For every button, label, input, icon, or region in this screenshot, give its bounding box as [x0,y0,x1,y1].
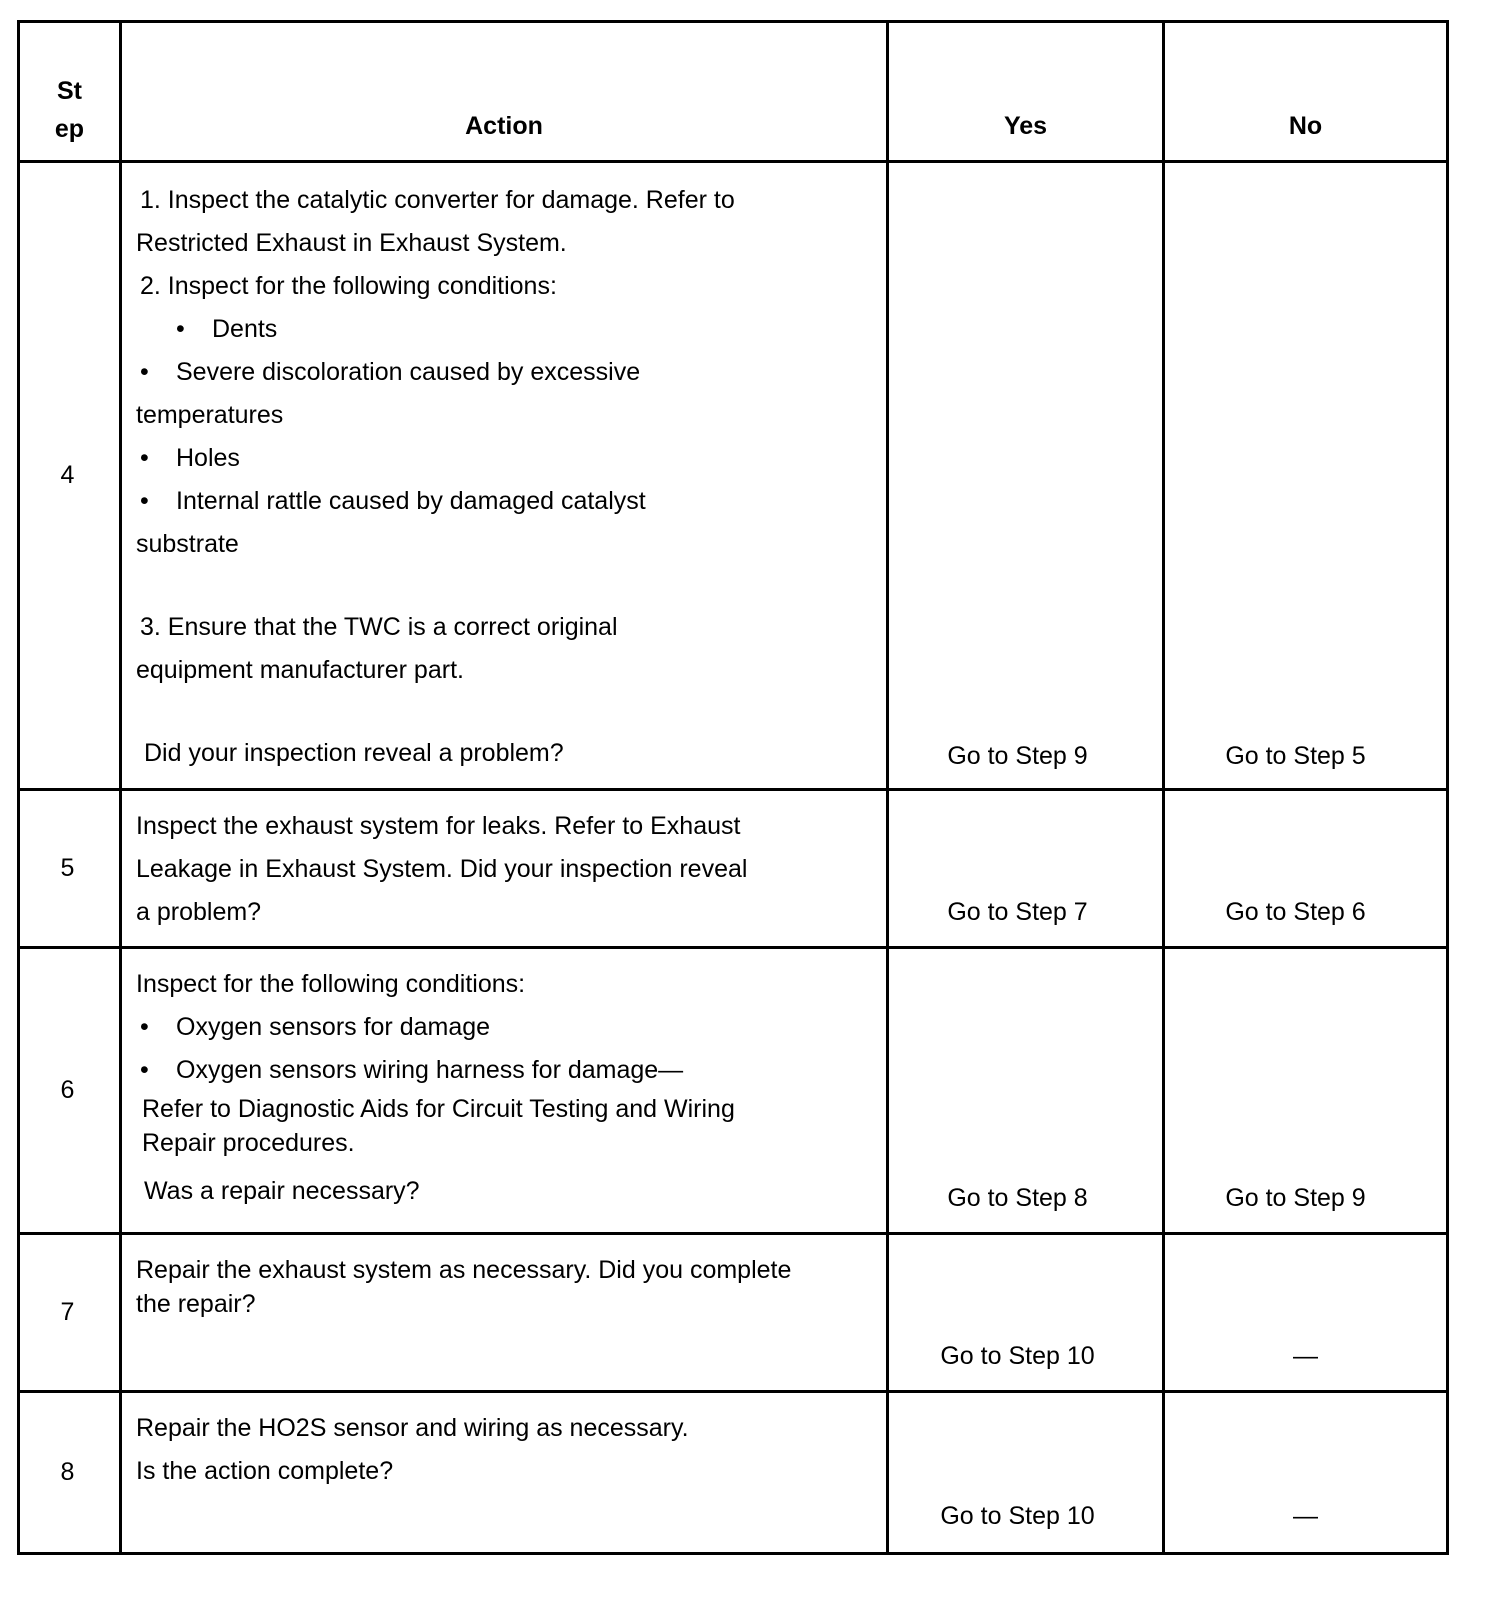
table-row [19,162,1448,790]
bullet-icon: • [140,444,149,472]
action-cell [121,790,888,948]
list-item: • Oxygen sensors wiring harness for damage— [136,1049,872,1092]
list-item: • Dents [136,308,872,351]
action-cell [121,948,888,1234]
yes-cell: Go to Step 10 [888,1234,1164,1392]
no-cell: — [1164,1234,1448,1392]
diagnostic-table [17,20,1449,1555]
yes-cell: Go to Step 8 [888,948,1164,1234]
action-line: Repair the exhaust system as necessary. Did you complete [136,1256,792,1284]
action-line: Inspect for the following conditions: [136,970,526,998]
yes-cell: Go to Step 9 [888,162,1164,790]
action-line: Is the action complete? [136,1457,394,1485]
header-action: Action [121,22,888,162]
action-line: temperatures [136,401,284,429]
step-number: 8 [19,1392,121,1554]
table-row [19,1234,1448,1392]
action-line: Repair the HO2S sensor and wiring as necessary. [136,1414,689,1442]
action-line: 2. Inspect for the following conditions: [140,272,557,300]
action-line: 1. Inspect the catalytic converter for damage. Refer to [140,186,735,214]
header-yes: Yes [888,22,1164,162]
action-line: Repair procedures. [142,1129,355,1157]
table-row [19,948,1448,1234]
header-step-line1: St [57,77,82,105]
action-line: substrate [136,530,239,558]
action-line: Refer to Diagnostic Aids for Circuit Testing and Wiring [142,1095,735,1123]
step-number: 4 [19,162,121,790]
step-number: 5 [19,790,121,948]
bullet-icon: • [140,1013,149,1041]
action-line: equipment manufacturer part. [136,656,464,684]
bullet-icon: • [140,358,149,386]
header-no: No [1164,22,1448,162]
question-line: Did your inspection reveal a problem? [144,739,564,767]
action-line: 3. Ensure that the TWC is a correct original [140,613,618,641]
action-line: a problem? [136,898,262,926]
header-row [19,22,1448,162]
action-line: Restricted Exhaust in Exhaust System. [136,229,567,257]
action-cell [121,1234,888,1392]
action-cell [121,162,888,790]
table-row [19,790,1448,948]
action-line: Leakage in Exhaust System. Did your inspection reveal [136,855,748,883]
no-cell: Go to Step 6 [1164,790,1448,948]
step-number: 6 [19,948,121,1234]
no-cell: Go to Step 9 [1164,948,1448,1234]
list-item: • Oxygen sensors for damage [136,1006,872,1049]
bullet-icon: • [140,1056,149,1084]
question-line: Was a repair necessary? [144,1177,420,1205]
header-step [19,22,121,162]
yes-cell: Go to Step 7 [888,790,1164,948]
yes-cell: Go to Step 10 [888,1392,1164,1554]
action-line: the repair? [136,1290,256,1318]
bullet-icon: • [176,315,185,343]
list-item: • Severe discoloration caused by excessive [136,351,872,394]
action-line: Inspect the exhaust system for leaks. Refer to Exhaust [136,812,741,840]
bullet-icon: • [140,487,149,515]
no-cell: — [1164,1392,1448,1554]
header-step-line2: ep [54,115,85,143]
step-number: 7 [19,1234,121,1392]
no-cell: Go to Step 5 [1164,162,1448,790]
list-item: • Internal rattle caused by damaged catalyst [136,480,872,523]
table-row [19,1392,1448,1554]
action-cell [121,1392,888,1554]
list-item: • Holes [136,437,872,480]
